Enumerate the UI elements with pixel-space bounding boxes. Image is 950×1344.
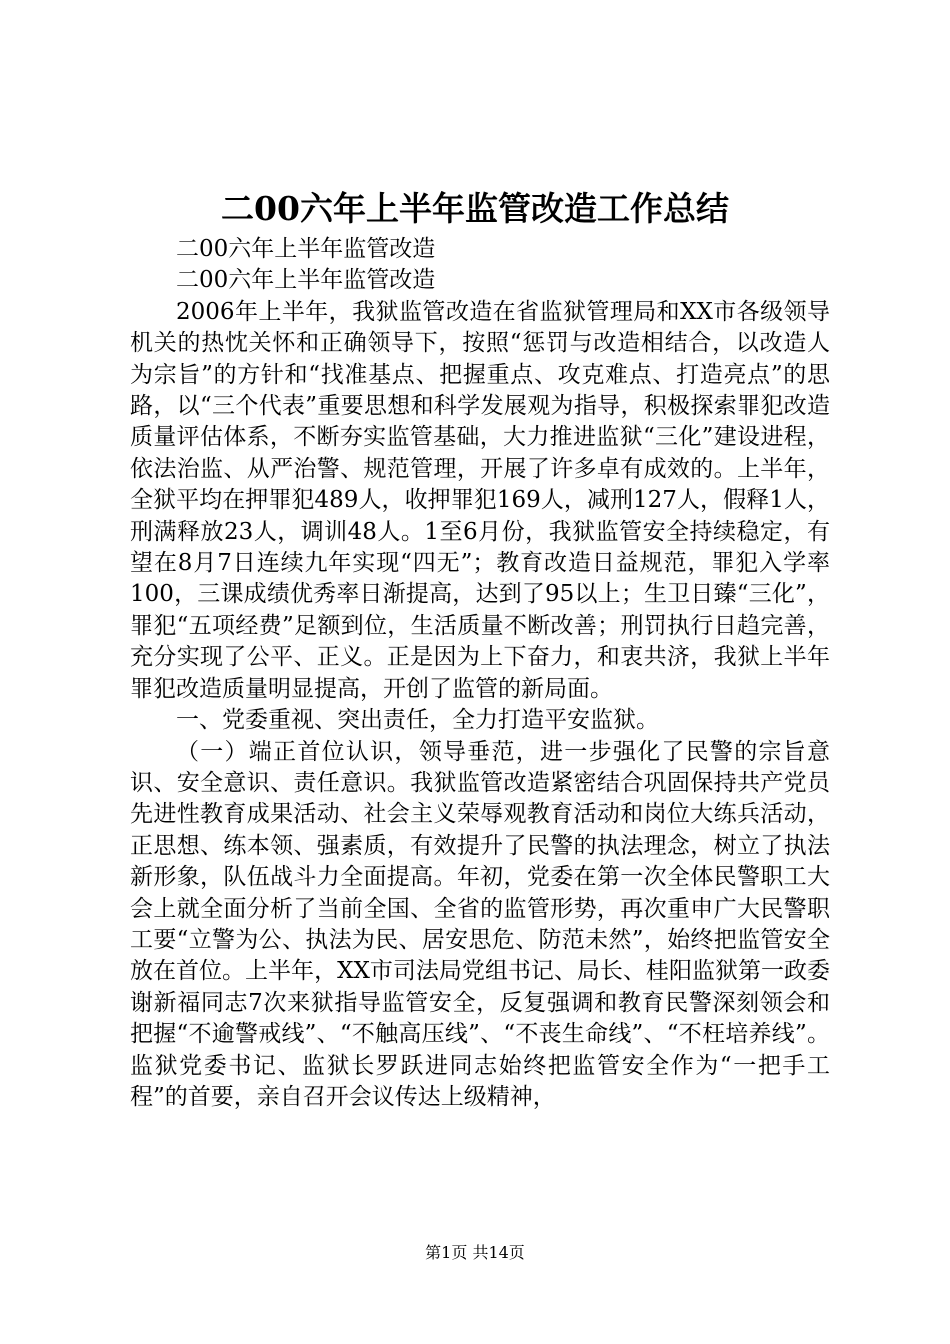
- page-footer: 第1页 共14页: [425, 1243, 525, 1262]
- section-heading-1: 一、党委重视、突出责任，全力打造平安监狱。: [176, 707, 659, 734]
- subtitle-line-2: 二00六年上半年监管改造: [176, 267, 436, 294]
- document-body: [130, 234, 830, 1113]
- subtitle-line-1: 二00六年上半年监管改造: [176, 236, 436, 262]
- paragraph-intro: 2006年上半年，我狱监管改造在省监狱管理局和XX市各级领导机关的热忱关怀和正确领导下，按照“惩罚与改造相结合，以改造人为宗旨”的方针和“找准基点、把握重点、攻克难点、打造亮点”的思路，以“三个代表”重要思想和科学发展观为指导，积极探索罪犯改造质量评估体系，不断夯实监管基础，大力推进监狱“三化”建设进程，依法治监、从严治警、规范管理，开展了许多卓有成效的。上半年，全狱平均在押罪犯489人，收押罪犯169人，减刑127人，假释1人，刑满释放23人，调训48人。1至6月份，我狱监管安全持续稳定，有望在8月7日连续九年实现“四无”；教育改造日益规范，罪犯入学率100，三课成绩优秀率日渐提高，达到了95以上；生卫日臻“三化”，罪犯“五项经费”足额到位，生活质量不断改善；刑罚执行日趋完善，充分实现了公平、正义。正是因为上下奋力，和衷共济，我狱上半年罪犯改造质量明显提高，开创了监管的新局面。: [130, 298, 830, 702]
- paragraph-section-1-1: （一）端正首位认识，领导垂范，进一步强化了民警的宗旨意识、安全意识、责任意识。我狱监管改造紧密结合巩固保持共产党员先进性教育成果活动、社会主义荣辱观教育活动和岗位大练兵活动，正思想、练本领、强素质，有效提升了民警的执法理念，树立了执法新形象，队伍战斗力全面提高。年初，党委在第一次全体民警职工大会上就全面分析了当前全国、全省的监管形势，再次重申广大民警职工要“立警为公、执法为民、居安思危、防范未然”，始终把监管安全放在首位。上半年，XX市司法局党组书记、局长、桂阳监狱第一政委谢新福同志7次来狱指导监管安全，反复强调和教育民警深刻领会和把握“不逾警戒线”、“不触高压线”、“不丧生命线”、“不枉培养线”。监狱党委书记、监狱长罗跃进同志始终把监管安全作为“一把手工程”的首要，亲自召开会议传达上级精神，: [130, 738, 830, 1110]
- document-title: 二00六年上半年监管改造工作总结: [221, 189, 729, 228]
